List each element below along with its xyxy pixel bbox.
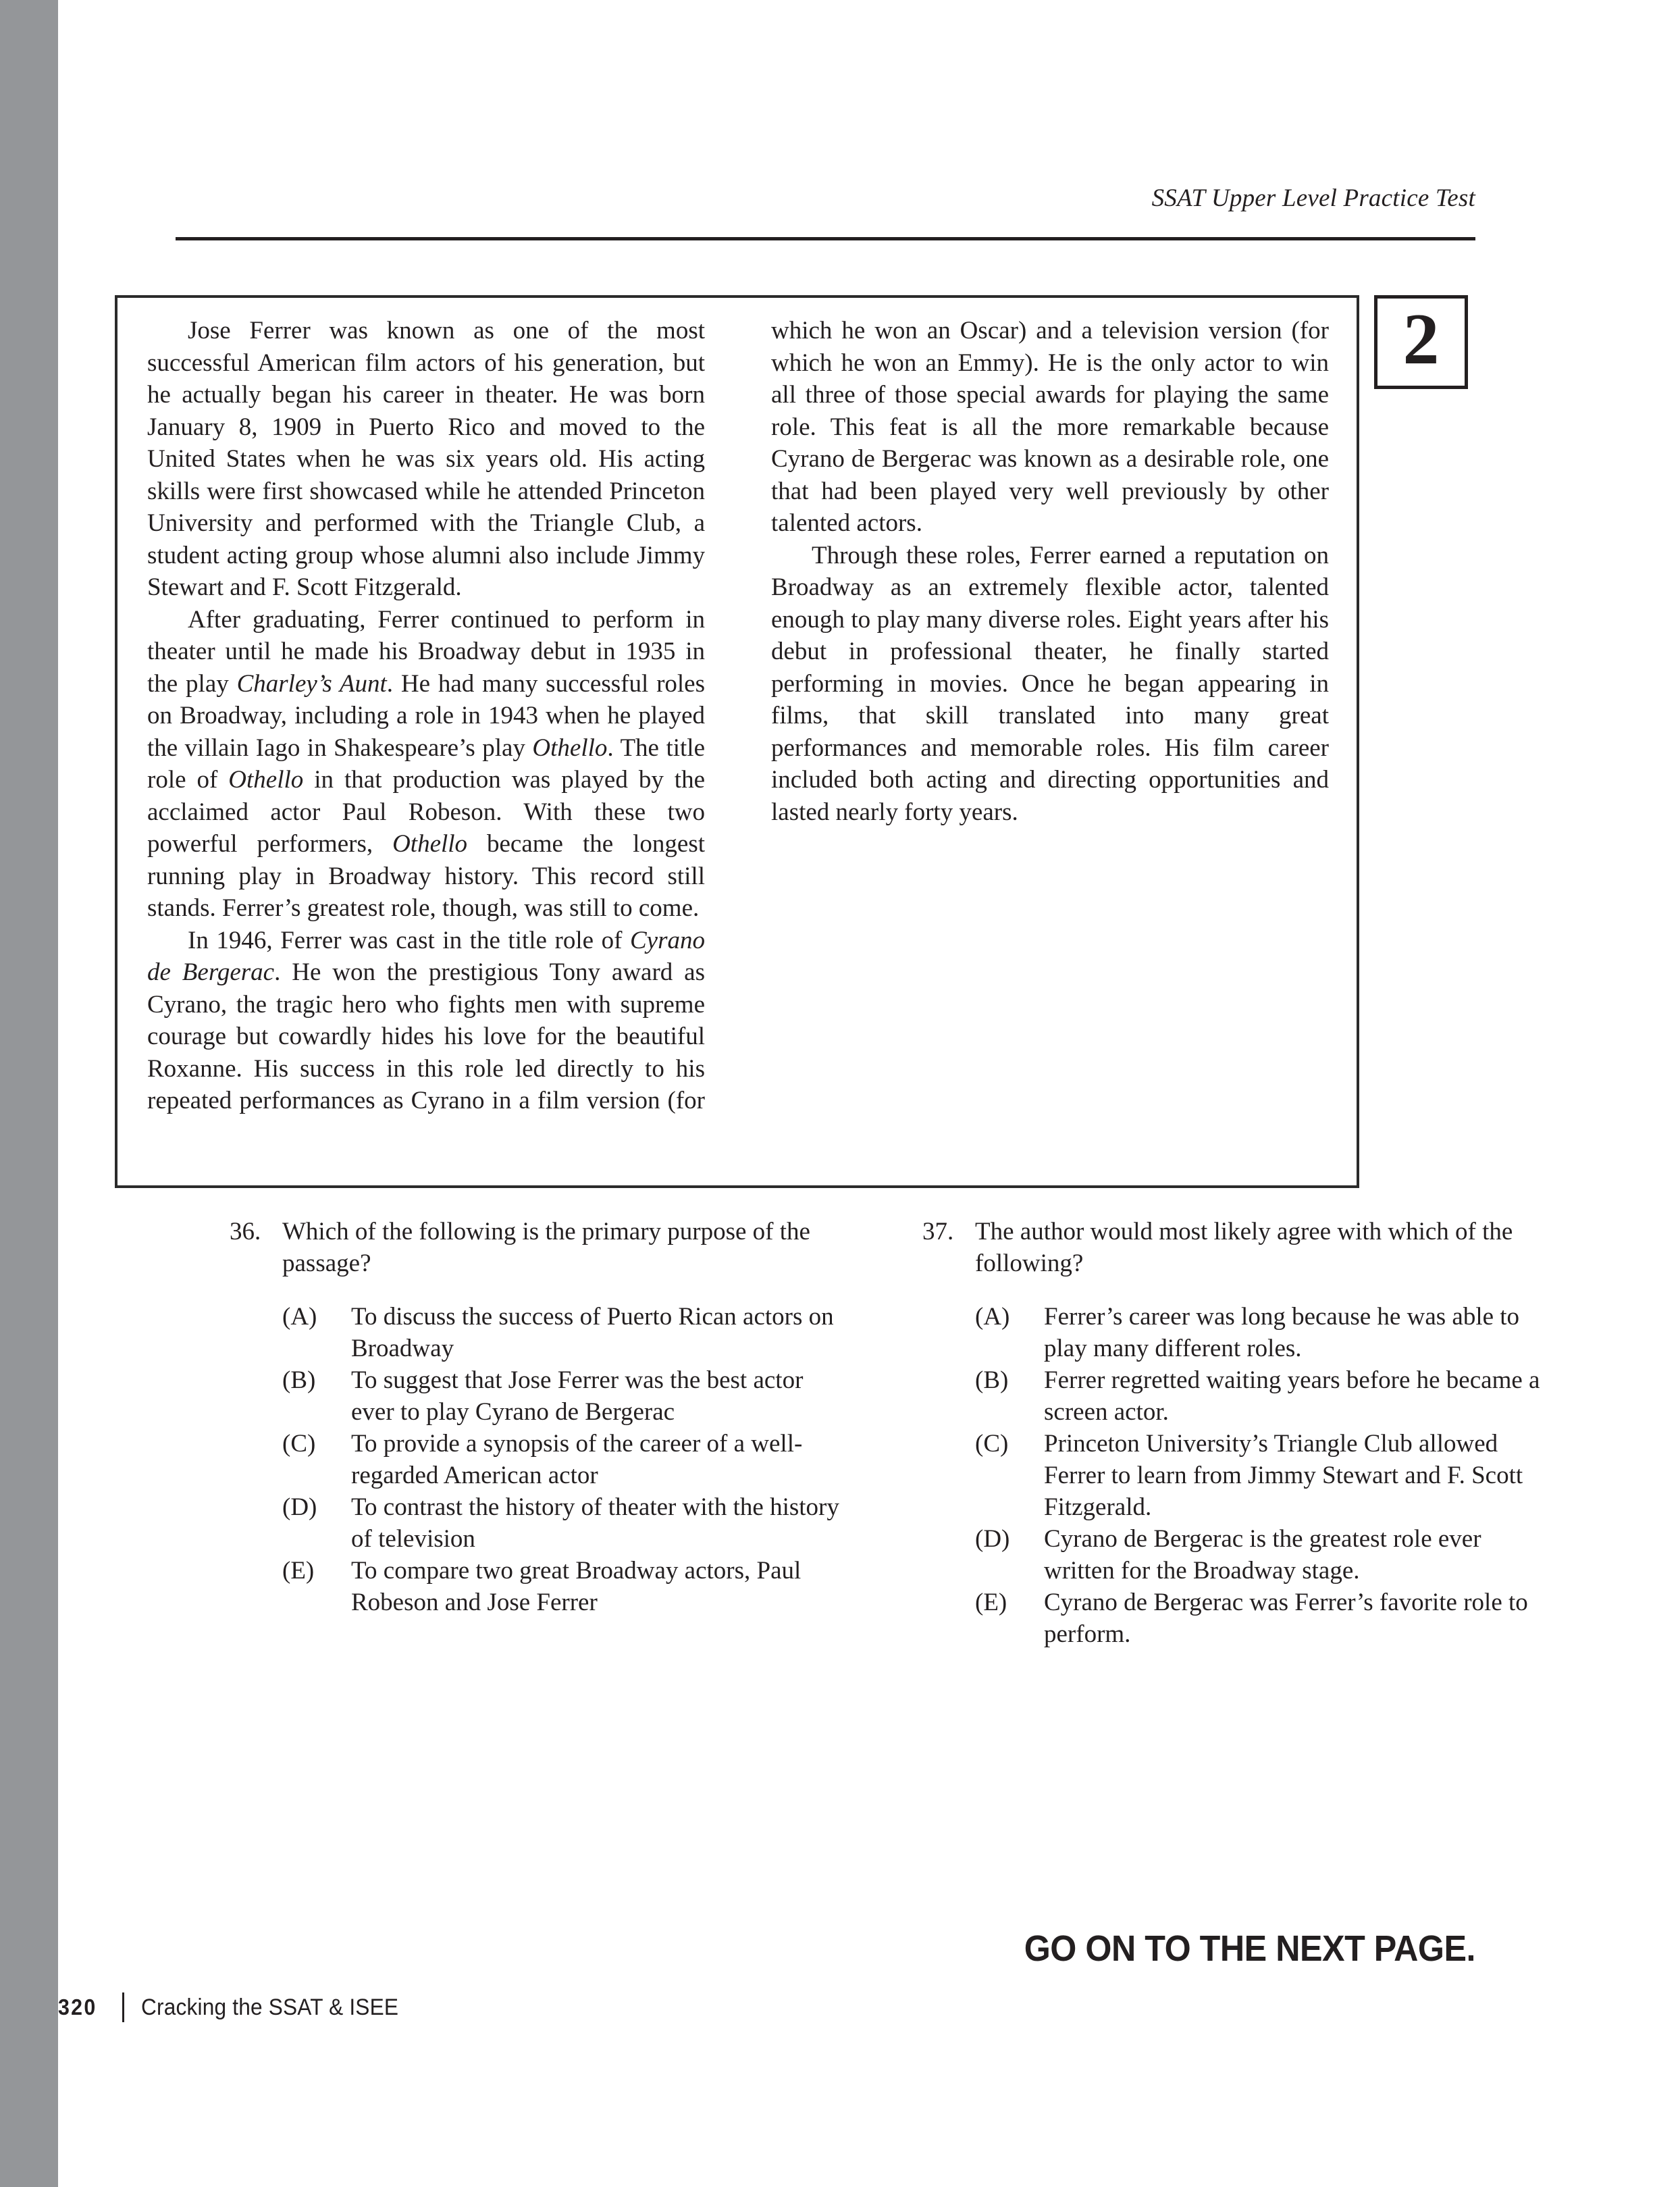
answer-choice[interactable] <box>282 1491 851 1555</box>
page-number: 320 <box>58 1995 97 2019</box>
answer-choice-text: To contrast the history of theater with the history of television <box>351 1493 839 1553</box>
page-content <box>58 0 1680 2187</box>
passage-paragraph <box>771 540 1329 829</box>
answer-choice-letter: (C) <box>975 1430 1009 1458</box>
question-stem-text: Which of the following is the primary purpose of the passage? <box>282 1218 810 1277</box>
answer-choice-letter: (D) <box>975 1525 1010 1553</box>
passage-title-italic: Othello <box>392 830 468 858</box>
passage-title-italic: Othello <box>228 766 304 794</box>
answer-choice-text: Ferrer regretted waiting years before he became a screen actor. <box>1044 1366 1540 1426</box>
passage-title-italic: Othello <box>532 734 608 762</box>
answer-choice[interactable] <box>282 1555 851 1618</box>
running-head: SSAT Upper Level Practice Test <box>1151 184 1475 212</box>
passage-run: In 1946, Ferrer was cast in the title role of <box>188 926 630 954</box>
answer-choice[interactable] <box>282 1364 851 1428</box>
passage-run: . He had many successful roles on Broadway, including a role in 1943 when he played the villain Iago in Shakespeare’s play <box>147 669 705 762</box>
answer-choice-list <box>230 1301 851 1618</box>
passage-run: After graduating, Ferrer continued to perform in theater until he made his Broadway debut in 1935 in the play <box>147 605 705 698</box>
answer-choice-text: Princeton University’s Triangle Club allowed Ferrer to learn from Jimmy Stewart and F. Scott Fitzgerald. <box>1044 1430 1523 1521</box>
passage-paragraph <box>147 604 705 925</box>
running-head-divider <box>176 237 1475 240</box>
go-on-instruction: GO ON TO THE NEXT PAGE. <box>1024 1928 1475 1969</box>
answer-choice-list <box>922 1301 1544 1650</box>
passage-run: . He won the prestigious Tony award as Cyrano, the tragic hero who fights men with supreme courage but cowardly hides his love for the beautiful Roxanne. His success in this role led directly to his repeated performances as Cyrano in a film version (for which he won an Oscar) and a television version (for which he won an Emmy). He is the only actor to win all three of those special awards for playing the same role. This feat is all the more remarkable because Cyrano de Bergerac was known as a desirable role, one that had been played very well previously by other talented actors. <box>147 317 1329 1114</box>
question-stem-text: The author would most likely agree with which of the following? <box>975 1218 1513 1277</box>
answer-choice-letter: (E) <box>282 1557 315 1585</box>
passage-run: Through these roles, Ferrer earned a reputation on Broadway as an extremely flexible actor, talented enough to play many diverse roles. Eight years after his debut in professional theater, he finally started performing in movies. Once he began appearing in films, that skill translated into many great performances and memorable roles. His film career included both acting and directing opportunities and lasted nearly forty years. <box>771 541 1329 826</box>
answer-choice[interactable] <box>975 1428 1544 1523</box>
answer-choice[interactable] <box>975 1364 1544 1428</box>
answer-choice-text: To discuss the success of Puerto Rican actors on Broadway <box>351 1303 834 1362</box>
section-number-box <box>1374 295 1468 389</box>
answer-choice[interactable] <box>975 1587 1544 1650</box>
answer-choice-letter: (D) <box>282 1493 317 1521</box>
question-column-left <box>230 1216 851 1618</box>
answer-choice-letter: (C) <box>282 1430 316 1458</box>
answer-choice[interactable] <box>975 1301 1544 1364</box>
passage-run: became the longest running play in Broadway history. This record still stands. Ferrer’s greatest role, though, was still to come. <box>147 830 705 922</box>
page-footer <box>58 1992 417 2022</box>
passage-title-italic: Cyrano de Bergerac <box>147 926 705 986</box>
passage-run: . The title role of <box>147 734 705 794</box>
answer-choice-text: To compare two great Broadway actors, Paul Robeson and Jose Ferrer <box>351 1557 802 1616</box>
passage-title-italic: Charley’s Aunt <box>236 669 387 698</box>
answer-choice-letter: (B) <box>282 1366 316 1394</box>
answer-choice-letter: (A) <box>282 1303 317 1331</box>
question-column-right <box>922 1216 1544 1650</box>
question-stem <box>922 1216 1544 1279</box>
answer-choice[interactable] <box>975 1523 1544 1587</box>
answer-choice-text: Ferrer’s career was long because he was able to play many different roles. <box>1044 1303 1520 1362</box>
question-stem <box>230 1216 851 1279</box>
page-edge-gray-bar <box>0 0 58 2187</box>
question-number: 37. <box>922 1218 954 1245</box>
passage-run: in that production was played by the acclaimed actor Paul Robeson. With these two powerful performers, <box>147 766 705 858</box>
answer-choice-letter: (B) <box>975 1366 1009 1394</box>
passage-box <box>115 295 1359 1188</box>
answer-choice-text: Cyrano de Bergerac is the greatest role ever written for the Broadway stage. <box>1044 1525 1481 1585</box>
answer-choice-text: To provide a synopsis of the career of a well-regarded American actor <box>351 1430 803 1489</box>
answer-choice-text: Cyrano de Bergerac was Ferrer’s favorite role to perform. <box>1044 1589 1528 1648</box>
question-number: 36. <box>230 1218 261 1245</box>
answer-choice-text: To suggest that Jose Ferrer was the best actor ever to play Cyrano de Bergerac <box>351 1366 804 1426</box>
passage-text <box>147 315 1329 1118</box>
passage-run: Jose Ferrer was known as one of the most successful American film actors of his generation, but he actually began his career in theater. He was born January 8, 1909 in Puerto Rico and moved to the United States when he was six years old. His acting skills were first showcased while he attended Princeton University and performed with the Triangle Club, a student acting group whose alumni also include Jimmy Stewart and F. Scott Fitzgerald. <box>147 317 705 601</box>
answer-choice[interactable] <box>282 1428 851 1491</box>
footer-divider <box>122 1992 124 2022</box>
book-title: Cracking the SSAT & ISEE <box>140 1994 398 2020</box>
passage-paragraph <box>147 315 705 604</box>
answer-choice-letter: (A) <box>975 1303 1010 1331</box>
answer-choice-letter: (E) <box>975 1589 1007 1616</box>
section-number: 2 <box>1402 299 1440 380</box>
answer-choice[interactable] <box>282 1301 851 1364</box>
